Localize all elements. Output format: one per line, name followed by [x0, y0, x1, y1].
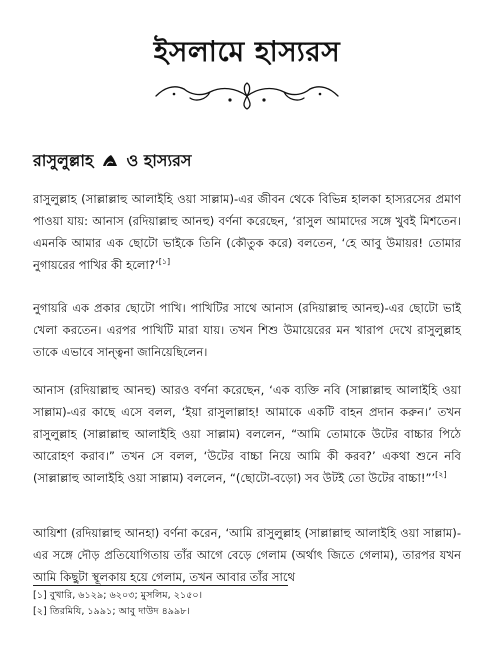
paragraph-1	[33, 188, 461, 276]
page-title: ইসলামে হাস্যরস	[153, 35, 341, 68]
footnote-ref-2: [২]	[435, 469, 447, 479]
footnote-ref-1: [১]	[158, 256, 171, 266]
pbuh-calligraphy-icon	[102, 154, 118, 168]
paragraph-text: নুগায়রি এক প্রকার ছোটো পাখি। পাখিটির সাথে আনাস (রদিয়াল্লাহু আনহু)-এর ছোটো ভাই খেলা করতেন। এরপর পাখিটি মারা যায়। তখন শিশু উমায়েরের মন খারাপ দেখে রাসুলুল্লাহ তাকে এভাবে সান্ত্বনা জানিয়েছিলেন।	[33, 300, 461, 359]
footnote-divider	[33, 585, 288, 586]
paragraph-text: রাসুলুল্লাহ (সাল্লাল্লাহু আলাইহি ওয়া সাল্লাম)-এর জীবন থেকে বিভিন্ন হালকা হাস্যরসের প্রমাণ পাওয়া যায়: আনাস (রদিয়াল্লাহু আনহু) বর্ণনা করেছেন, ‘রাসুল আমাদের সঙ্গে খুবই মিশতেন। এমনকি আমার এক ছোটো ভাইকে তিনি (কৌতুক করে) বলতেন, ‘হে আবু উমায়র! তোমার নুগায়রের পাখির কী হলো?’	[33, 191, 461, 272]
section-heading-part-1: রাসুলুল্লাহ	[33, 151, 94, 170]
paragraph-3	[33, 379, 461, 489]
paragraph-text: আনাস (রদিয়াল্লাহু আনহু) আরও বর্ণনা করেছেন, ‘এক ব্যক্তি নবি (সাল্লাল্লাহু আলাইহি ওয়া সাল্লাম)-এর কাছে এসে বলল, ‘ইয়া রাসুলাল্লাহ! আমাকে একটি বাহন প্রদান করুন।’ তখন রাসুলুল্লাহ (সাল্লাল্লাহু আলাইহি ওয়া সাল্লাম) বললেন, “আমি তোমাকে উটের বাচ্চার পিঠে আরোহণ করাব।” তখন সে বলল, ‘উটের বাচ্চা নিয়ে আমি কী করব?’ একথা শুনে নবি (সাল্লাল্লাহু আলাইহি ওয়া সাল্লাম) বললেন, “(ছোটো-বড়ো) সব উটই তো উটের বাচ্চা!”’	[33, 382, 461, 485]
paragraph-2	[33, 297, 461, 363]
paragraph-4	[33, 522, 461, 588]
footnote-2: [২] তিরমিযি, ১৯৯১; আবু দাউদ ৪৯৯৮।	[33, 606, 190, 617]
footnotes	[33, 588, 202, 620]
flourish-ornament	[150, 80, 344, 112]
section-heading-part-2: ও হাস্যরস	[126, 151, 192, 170]
paragraph-text: আয়িশা (রদিয়াল্লাহু আনহা) বর্ণনা করেন, ‘আমি রাসুলুল্লাহ (সাল্লাল্লাহু আলাইহি ওয়া সাল্লাম)-এর সঙ্গে দৌড় প্রতিযোগিতায় তাঁর আগে বেড়ে গেলাম (অর্থাৎ জিতে গেলাম), তারপর যখন আমি কিছুটা স্থূলকায় হয়ে গেলাম, তখন আবার তাঁর সাথে	[33, 525, 461, 584]
footnote-1: [১] বুখারি, ৬১২৯; ৬২০৩; মুসলিম, ২১৫০।	[33, 590, 203, 601]
section-heading	[33, 148, 192, 175]
